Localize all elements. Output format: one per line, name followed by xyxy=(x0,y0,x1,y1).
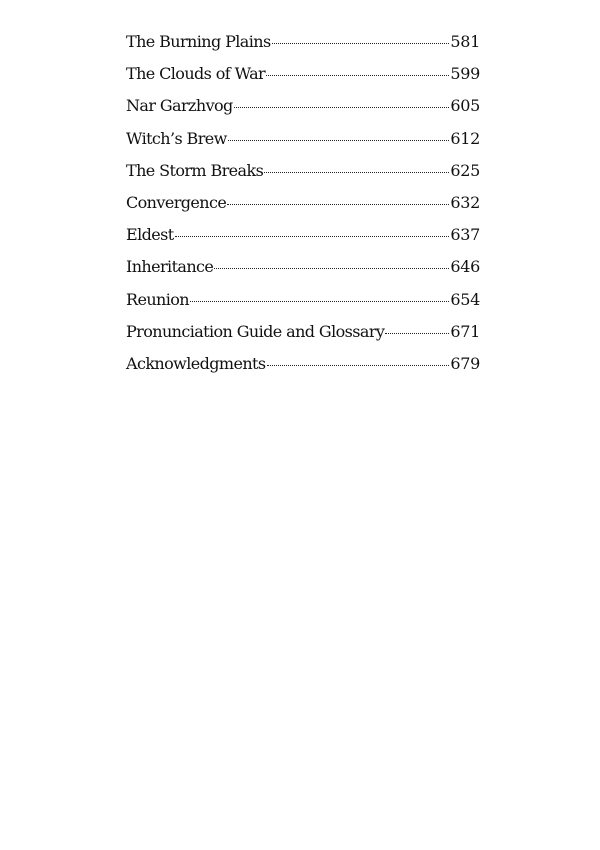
dot-leader xyxy=(214,268,449,269)
toc-entry-title: Acknowledgments xyxy=(126,353,266,373)
toc-entry-title: Inheritance xyxy=(126,257,214,277)
toc-entry-title: Convergence xyxy=(126,192,227,212)
dot-leader xyxy=(228,140,450,141)
toc-entry-title: Witch’s Brew xyxy=(126,128,227,148)
dot-leader xyxy=(266,75,449,76)
table-of-contents xyxy=(126,32,480,386)
toc-entry-title: Nar Garzhvog xyxy=(126,96,233,116)
toc-entry xyxy=(126,129,480,161)
dot-leader xyxy=(175,236,450,237)
toc-entry xyxy=(126,354,480,386)
toc-entry xyxy=(126,161,480,193)
toc-entry xyxy=(126,257,480,289)
toc-entry xyxy=(126,64,480,96)
toc-entry-page: 654 xyxy=(450,289,480,309)
toc-entry xyxy=(126,96,480,128)
toc-entry xyxy=(126,193,480,225)
toc-entry-page: 637 xyxy=(450,225,480,245)
dot-leader xyxy=(264,172,449,173)
toc-entry-page: 632 xyxy=(450,192,480,212)
toc-entry-page: 625 xyxy=(450,160,480,180)
toc-entry-page: 581 xyxy=(450,32,480,51)
toc-entry-page: 612 xyxy=(450,128,480,148)
dot-leader xyxy=(385,333,449,334)
dot-leader xyxy=(234,107,450,108)
toc-entry-title: Reunion xyxy=(126,289,189,309)
dot-leader xyxy=(272,43,450,44)
toc-entry-title: Pronunciation Guide and Glossary xyxy=(126,321,385,341)
toc-entry xyxy=(126,32,480,64)
toc-entry-title: The Storm Breaks xyxy=(126,160,264,180)
dot-leader xyxy=(227,204,449,205)
toc-entry-page: 646 xyxy=(450,257,480,277)
dot-leader xyxy=(190,301,449,302)
toc-entry-title: Eldest xyxy=(126,225,174,245)
toc-entry-page: 679 xyxy=(450,353,480,373)
toc-entry-page: 605 xyxy=(450,96,480,116)
toc-entry-page: 599 xyxy=(450,64,480,84)
toc-entry xyxy=(126,290,480,322)
toc-entry-title: The Burning Plains xyxy=(126,32,271,51)
toc-entry-title: The Clouds of War xyxy=(126,64,266,84)
toc-entry xyxy=(126,225,480,257)
dot-leader xyxy=(267,365,450,366)
toc-entry xyxy=(126,322,480,354)
toc-entry-page: 671 xyxy=(450,321,480,341)
